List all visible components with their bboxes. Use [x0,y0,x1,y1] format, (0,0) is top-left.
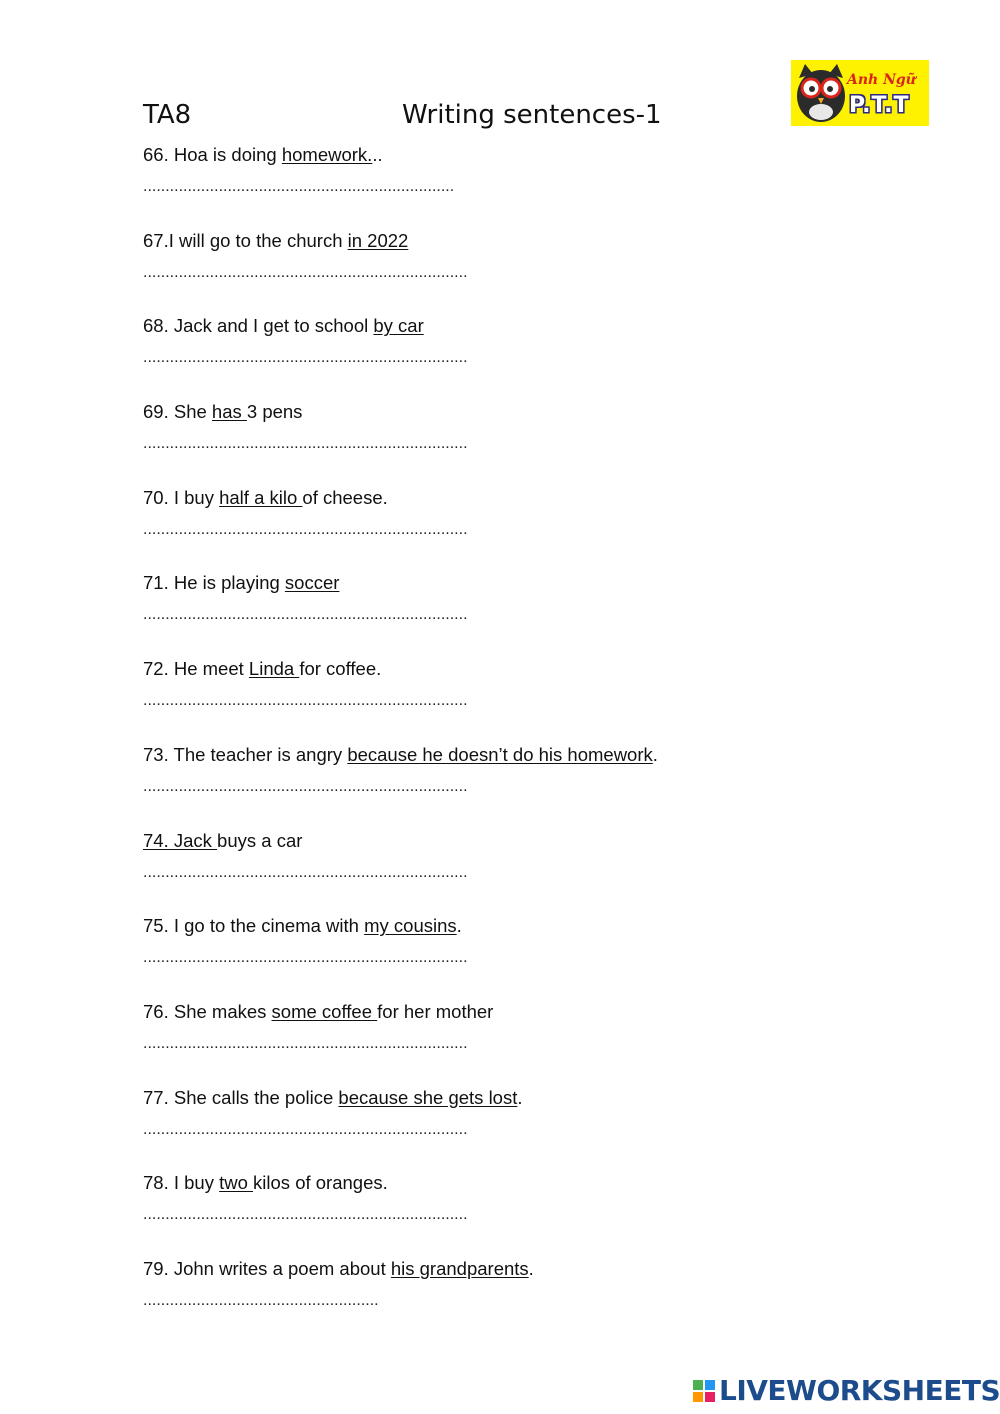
sentence-text: . [528,1257,534,1279]
sentence-text: 68. Jack and I get to school [143,315,374,337]
sentence-text: 75. I go to the cinema with [143,915,365,937]
sentence-text: for her mother [377,1000,494,1022]
answer-line[interactable]: ......................................................................... [143,1034,468,1052]
exercise-sentence [143,914,863,938]
underlined-phrase: some coffee [271,1000,378,1022]
sentence-text: 3 pens [246,401,303,423]
sentence-text: . [517,1086,523,1108]
exercise-item [143,229,863,315]
sentence-text: kilos of oranges. [253,1172,388,1194]
exercise-item [143,657,863,743]
sentence-text: 72. He meet [143,658,249,680]
logo-top-text: Anh Ngữ [847,72,916,88]
exercise-sentence [143,829,863,853]
exercise-sentence [143,1000,863,1024]
sentence-text: . [456,915,462,937]
underlined-phrase: because he doesn’t do his homework [347,743,653,765]
underlined-phrase: in 2022 [347,229,409,251]
sentence-text: 73. The teacher is angry [143,743,348,765]
page-title: Writing sentences-1 [402,100,662,130]
answer-line[interactable]: ......................................................................... [143,435,468,453]
sentence-text: 76. She makes [143,1000,272,1022]
liveworksheets-icon [693,1380,715,1402]
sentence-text: of cheese. [302,486,388,508]
exercise-list [143,143,863,1343]
underlined-phrase: soccer [284,572,340,594]
answer-line[interactable]: ......................................................................... [143,863,468,881]
exercise-item [143,1086,863,1172]
exercise-item [143,1257,863,1343]
answer-line[interactable]: ..................................................... [143,1291,379,1309]
underlined-phrase: his grandparents [390,1257,529,1279]
exercise-sentence [143,1257,863,1281]
answer-line[interactable]: ...................................................................... [143,178,455,195]
answer-line[interactable]: ......................................................................... [143,520,468,538]
exercise-item [143,1000,863,1086]
exercise-sentence [143,1171,863,1195]
exercise-sentence [143,229,863,253]
answer-line[interactable]: ......................................................................... [143,1120,468,1138]
exercise-item [143,143,863,229]
exercise-sentence [143,486,863,510]
exercise-item [143,1171,863,1257]
exercise-sentence [143,743,863,767]
exercise-item [143,743,863,829]
underlined-phrase: Linda [248,658,300,680]
sentence-text: 79. John writes a poem about [143,1257,391,1279]
underlined-phrase: homework. [281,144,373,165]
underlined-phrase: by car [373,315,424,337]
answer-line[interactable]: ......................................................................... [143,692,468,710]
answer-line[interactable]: ......................................................................... [143,777,468,795]
sentence-text: 78. I buy [143,1172,220,1194]
underlined-phrase: 74. Jack [143,829,218,851]
sentence-text: .. [372,144,383,165]
underlined-phrase: half a kilo [219,486,303,508]
answer-line[interactable]: ......................................................................... [143,1206,468,1224]
exercise-item [143,400,863,486]
exercise-sentence [143,571,863,595]
exercise-sentence [143,1086,863,1110]
sentence-text: buys a car [217,829,303,851]
exercise-sentence [143,657,863,681]
sentence-text: 71. He is playing [143,572,285,594]
sentence-text: . [652,743,658,765]
school-logo [791,60,929,126]
sentence-text: 66. Hoa is doing [143,144,282,165]
sentence-text: 69. She [143,401,212,423]
answer-line[interactable]: ......................................................................... [143,606,468,624]
exercise-sentence [143,143,863,167]
sentence-text: 77. She calls the police [143,1086,339,1108]
exercise-item [143,314,863,400]
exercise-sentence [143,314,863,338]
exercise-item [143,829,863,915]
answer-line[interactable]: ......................................................................... [143,263,468,281]
sentence-text: 70. I buy [143,486,220,508]
exercise-item [143,571,863,657]
exercise-item [143,914,863,1000]
owl-icon [791,60,851,126]
sentence-text: for coffee. [299,658,382,680]
answer-line[interactable]: ......................................................................... [143,349,468,367]
exercise-sentence [143,400,863,424]
sentence-text: 67.I will go to the church [143,229,348,251]
exercise-item [143,486,863,572]
underlined-phrase: has [211,401,247,423]
logo-bottom-text: P.T.T [849,93,910,118]
underlined-phrase: my cousins [364,915,457,937]
class-label: TA8 [143,100,192,130]
brand-name: LIVEWORKSHEETS [719,1374,1000,1407]
answer-line[interactable]: ......................................................................... [143,949,468,967]
underlined-phrase: because she gets lost [338,1086,518,1108]
underlined-phrase: two [219,1172,254,1194]
